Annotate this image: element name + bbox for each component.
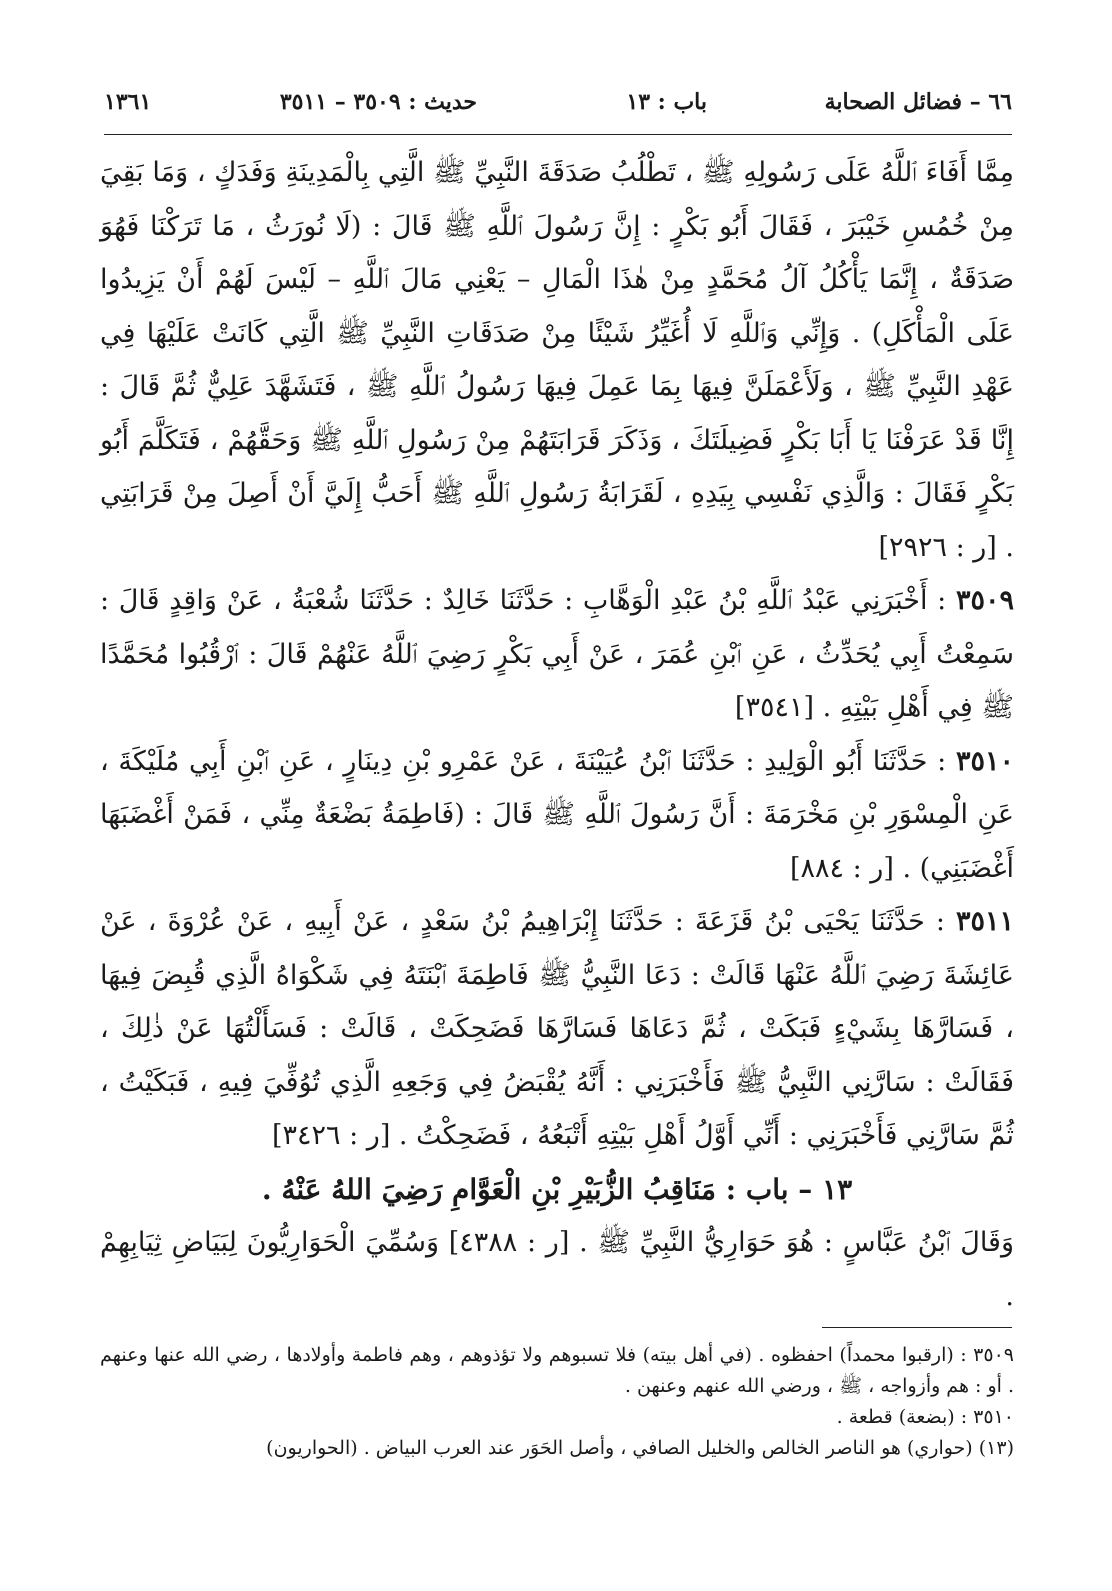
footnote-rule (822, 1327, 1012, 1328)
footnote-13: (١٣) (حواري) هو الناصر الخالص والخليل الصافي ، وأصل الحَوَر عند العرب البياض . (الحواريون) (266, 1437, 1014, 1459)
hadith-text: : حَدَّثَنَا يَحْيَى بْنُ قَزَعَةَ : حَدَّثَنَا إِبْرَاهِيمُ بْنُ سَعْدٍ ، عَنْ أَبِيهِ ، عَنْ عُرْوَةَ ، عَنْ عَائِشَةَ رَضِيَ ٱللَّهُ عَنْهَا قَالَتْ : دَعَا النَّبِيُّ ﷺ فَاطِمَةَ ٱبْنَتَهُ فِي شَكْوَاهُ الَّذِي قُبِضَ فِيهَا ، فَسَارَّهَا بِشَيْءٍ فَبَكَتْ ، ثُمَّ دَعَاهَا فَسَارَّهَا فَضَحِكَتْ ، قَالَتْ : فَسَأَلْتُهَا عَنْ ذٰلِكَ ، فَقَالَتْ : سَارَّنِي النَّبِيُّ ﷺ فَأَخْبَرَنِي : أَنَّهُ يُقْبَضُ فِي وَجَعِهِ الَّذِي تُوُفِّيَ فِيهِ ، فَبَكَيْتُ ، ثُمَّ سَارَّنِي فَأَخْبَرَنِي : أَنِّي أَوَّلُ أَهْلِ بَيْتِهِ أَتْبَعُهُ ، فَضَحِكْتُ . [ر : ٣٤٢٦] (100, 906, 1014, 1151)
continuation-paragraph: مِمَّا أَفَاءَ ٱللَّهُ عَلَى رَسُولِهِ ﷺ ، تَطْلُبُ صَدَقَةَ النَّبِيِّ ﷺ الَّتِي بِالْمَدِينَةِ وَفَدَكٍ ، وَمَا بَقِيَ مِنْ خُمُسِ خَيْبَرَ ، فَقَالَ أَبُو بَكْرٍ : إِنَّ رَسُولَ ٱللَّهِ ﷺ قَالَ : (لَا نُورَثُ ، مَا تَرَكْنَا فَهُوَ صَدَقَةٌ ، إِنَّمَا يَأْكُلُ آلُ مُحَمَّدٍ مِنْ هٰذَا الْمَالِ – يَعْنِي مَالَ ٱللَّهِ – لَيْسَ لَهُمْ أَنْ يَزِيدُوا عَلَى الْمَأْكَلِ) . وَإِنِّي وَٱللَّهِ لَا أُغَيِّرُ شَيْئًا مِنْ صَدَقَاتِ النَّبِيِّ ﷺ الَّتِي كَانَتْ عَلَيْهَا فِي عَهْدِ النَّبِيِّ ﷺ ، وَلَأَعْمَلَنَّ فِيهَا بِمَا عَمِلَ فِيهَا رَسُولُ ٱللَّهِ ﷺ ، فَتَشَهَّدَ عَلِيٌّ ثُمَّ قَالَ : إِنَّا قَدْ عَرَفْنَا يَا أَبَا بَكْرٍ فَضِيلَتَكَ ، وَذَكَرَ قَرَابَتَهُمْ مِنْ رَسُولِ ٱللَّهِ ﷺ وَحَقَّهُمْ ، فَتَكَلَّمَ أَبُو بَكْرٍ فَقَالَ : وَالَّذِي نَفْسِي بِيَدِهِ ، لَقَرَابَةُ رَسُولِ ٱللَّهِ ﷺ أَحَبُّ إِلَيَّ أَنْ أَصِلَ مِنْ قَرَابَتِي . [ر : ٢٩٢٦] (100, 157, 1014, 563)
chapter-text: وَقَالَ ٱبْنُ عَبَّاسٍ : هُوَ حَوَارِيُّ النَّبِيِّ ﷺ . [ر : ٤٣٨٨] وَسُمِّيَ الْحَوَارِيُّونَ لِبَيَاضِ ثِيَابِهِمْ . (100, 1227, 1014, 1312)
footnotes (100, 1340, 1014, 1464)
chapter-heading: ١٣ – باب : مَنَاقِبُ الزُّبَيْرِ بْنِ الْعَوَّامِ رَضِيَ اللهُ عَنْهُ . (261, 1172, 853, 1206)
page-number: ١٣٦١ (104, 89, 152, 115)
page-header (104, 82, 1012, 122)
header-rule (104, 134, 1012, 135)
hadith-3509 (100, 574, 1014, 735)
hadith-number: ٣٥١١ (955, 906, 1014, 937)
hadith-3511 (100, 895, 1014, 1163)
hadith-3510 (100, 735, 1014, 896)
chapter-number: باب : ١٣ (626, 89, 707, 115)
footnote-3510: ٣٥١٠ : (بضعة) قطعة . (836, 1406, 1014, 1428)
hadith-number: ٣٥١٠ (955, 745, 1014, 777)
hadith-text: : أَخْبَرَنِي عَبْدُ ٱللَّهِ بْنُ عَبْدِ الْوَهَّابِ : حَدَّثَنَا خَالِدٌ : حَدَّثَنَا شُعْبَةُ ، عَنْ وَاقِدٍ قَالَ : سَمِعْتُ أَبِي يُحَدِّثُ ، عَنِ ٱبْنِ عُمَرَ ، عَنْ أَبِي بَكْرٍ رَضِيَ ٱللَّهُ عَنْهُمْ قَالَ : ٱرْقُبُوا مُحَمَّدًا ﷺ فِي أَهْلِ بَيْتِهِ . [٣٥٤١] (100, 585, 1014, 723)
main-text (100, 146, 1014, 1323)
footnote-3509: ٣٥٠٩ : (ارقبوا محمداً) احفظوه . (في أهل بيته) فلا تسبوهم ولا تؤذوهم ، وهم فاطمة وأولادها ، رضي الله عنها وعنهم . أو : هم وأزواجه ، ﷺ ، ورضي الله عنهم وعنهن . (100, 1344, 1014, 1397)
book-title: ٦٦ – فضائل الصحابة (824, 89, 1012, 115)
hadith-number: ٣٥٠٩ (955, 585, 1014, 616)
hadith-text: : حَدَّثَنَا أَبُو الْوَلِيدِ : حَدَّثَنَا ٱبْنُ عُيَيْنَةَ ، عَنْ عَمْرِو بْنِ دِينَارٍ ، عَنِ ٱبْنِ أَبِي مُلَيْكَةَ ، عَنِ الْمِسْوَرِ بْنِ مَخْرَمَةَ : أَنَّ رَسُولَ ٱللَّهِ ﷺ قَالَ : (فَاطِمَةُ بَضْعَةٌ مِنِّي ، فَمَنْ أَغْضَبَهَا أَغْضَبَنِي) . [ر : ٨٨٤] (100, 745, 1014, 884)
hadith-range: حديث : ٣٥٠٩ – ٣٥١١ (279, 89, 477, 115)
